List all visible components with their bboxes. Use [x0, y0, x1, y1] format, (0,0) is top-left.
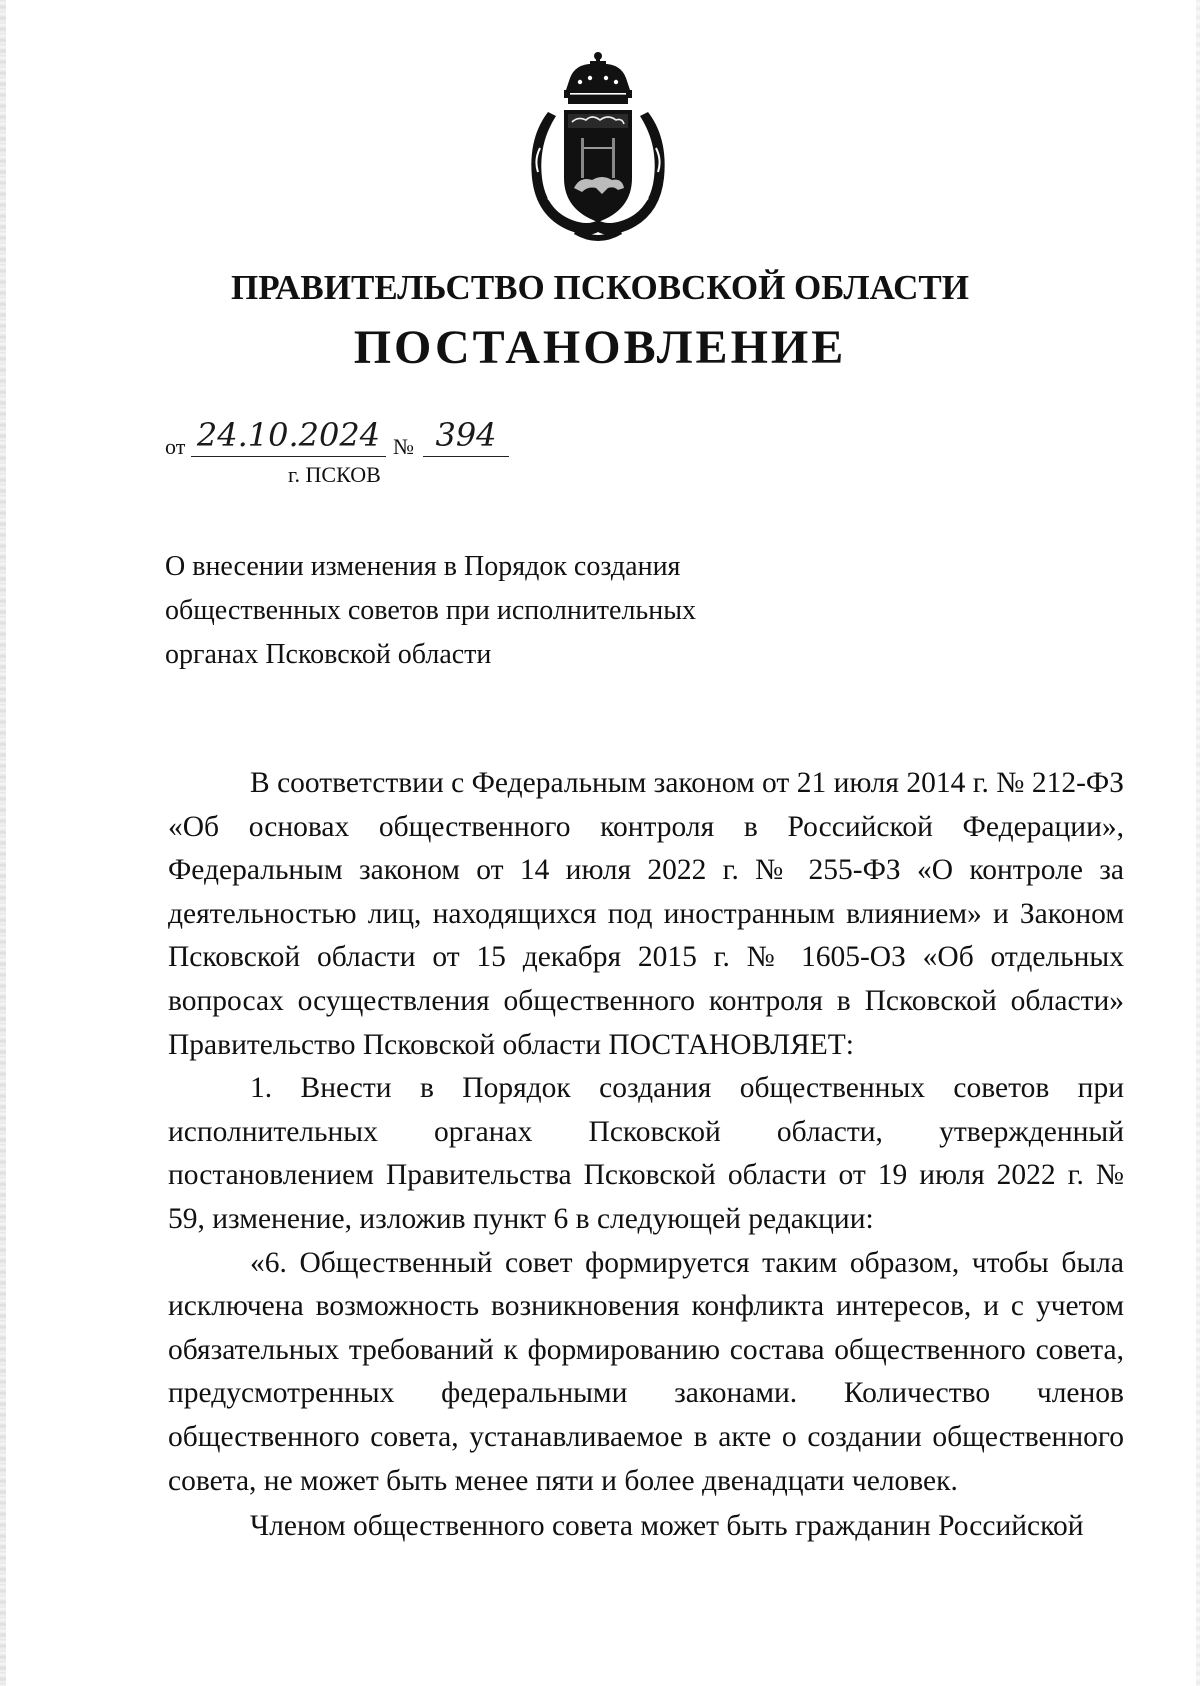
body-paragraph: В соответствии с Федеральным законом от 21 июля 2014 г. № 212-ФЗ «Об основах общественного контроля в Российской Федерации», Федеральным законом от 14 июля 2022 г. № 255-ФЗ «О контроле за деятельностью лиц, находящихся под иностранным влиянием» и Законом Псковской области от 15 декабря 2015 г. № 1605-ОЗ «Об отдельных вопросах осуществления общественного контроля в Псковской области» Правительство Псковской области ПОСТАНОВЛЯЕТ: [168, 767, 1124, 1061]
body-paragraph: 1. Внести в Порядок создания общественных советов при исполнительных органах Псковской области, утвержденный постановлением Правительства Псковской области от 19 июля 2022 г. № 59, изменение, изложив пункт 6 в следующей редакции: [168, 1072, 1124, 1235]
document-number: 394 [423, 420, 509, 457]
document-type-title: ПОСТАНОВЛЕНИЕ [353, 321, 847, 374]
body-paragraph: Членом общественного совета может быть гражданин Российской [250, 1510, 1084, 1543]
document-date: 24.10.2024 [191, 420, 386, 457]
subject-line: О внесении изменения в Порядок создания [165, 551, 681, 582]
subject-line: органах Псковской области [165, 639, 492, 670]
date-from-label: от [165, 434, 186, 459]
document-city: г. ПСКОВ [288, 462, 381, 487]
pskov-region-coat-of-arms-icon [518, 48, 678, 244]
document-body [168, 762, 1124, 1549]
scan-edge-left [0, 0, 6, 1686]
organization-title: ПРАВИТЕЛЬСТВО ПСКОВСКОЙ ОБЛАСТИ [231, 268, 969, 307]
subject-line: общественных советов при исполнительных [165, 595, 697, 626]
body-paragraph: «6. Общественный совет формируется таким образом, чтобы была исключена возможность возникновения конфликта интересов, и с учетом обязательных требований к формированию состава общественного совета, предусмотренных федеральными законами. Количество членов общественного совета, устанавливаемое в акте о создании общественного совета, не может быть менее пяти и более двенадцати человек. [168, 1246, 1124, 1497]
document-number-label: № [393, 434, 414, 459]
document-subject [165, 545, 785, 677]
scan-edge-right [1196, 0, 1200, 1686]
